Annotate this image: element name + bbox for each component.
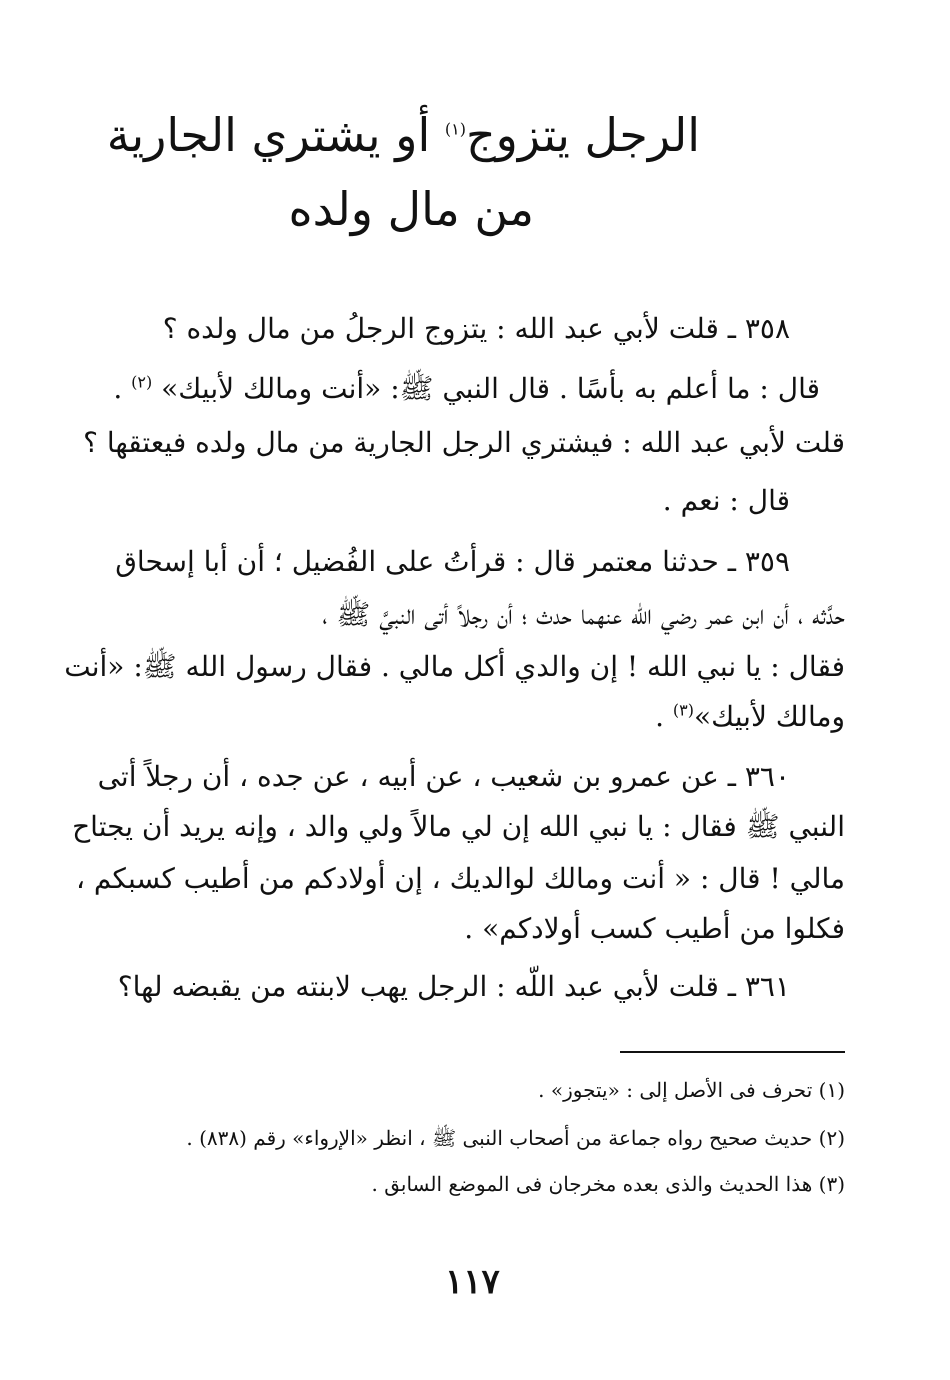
- hadith-358-line-1: ٣٥٨ ـ قلت لأبي عبد الله : يتزوج الرجلُ من مال ولده ؟: [162, 312, 790, 345]
- footnote-ref-2[interactable]: (٢): [131, 372, 153, 392]
- hadith-359-line-3: فقال : يا نبي الله ! إن والدي أكل مالي . فقال رسول الله ﷺ: «أنت: [64, 650, 845, 683]
- chapter-title-line-2: من مال ولده: [288, 182, 534, 236]
- hadith-359-line-4: ومالك لأبيك»$^{(٣)}$ .: [655, 700, 845, 733]
- hadith-359-line-2: حدَّثه ، أن ابن عمر رضي الله عنهما حدث ؛ أن رجلاً أتى النبيَّ ﷺ ،: [322, 598, 845, 631]
- footnote-3: (٣) هذا الحديث والذى بعده مخرجان فى الموضع السابق .: [371, 1172, 845, 1196]
- chapter-title-line-1: الرجل يتزوج$^{(١)}$ أو يشتري الجارية: [106, 108, 700, 162]
- hadith-360-line-4: فكلوا من أطيب كسب أولادكم» .: [464, 912, 845, 945]
- footnote-2: (٢) حديث صحيح رواه جماعة من أصحاب النبى ﷺ ، انظر «الإرواء» رقم (٨٣٨) .: [186, 1126, 845, 1150]
- hadith-358-line-2: قال : ما أعلم به بأسًا . قال النبي ﷺ: «أنت ومالك لأبيك» $^{(٢)}$ .: [113, 372, 820, 405]
- footnote-1: (١) تحرف فى الأصل إلى : «يتجوز» .: [538, 1078, 845, 1102]
- hadith-361-line-1: ٣٦١ ـ قلت لأبي عبد اللّه : الرجل يهب لابنته من يقبضه لها؟: [117, 970, 790, 1003]
- hadith-358-line-3: قلت لأبي عبد الله : فيشتري الرجل الجارية من مال ولده فيعتقها ؟: [83, 426, 845, 459]
- hadith-359-line-1: ٣٥٩ ـ حدثنا معتمر قال : قرأتُ على الفُضيل ؛ أن أبا إسحاق: [115, 545, 790, 578]
- hadith-360-line-1: ٣٦٠ ـ عن عمرو بن شعيب ، عن أبيه ، عن جده ، أن رجلاً أتى: [97, 760, 790, 793]
- footnote-separator: [620, 1051, 845, 1053]
- hadith-358-line-4: قال : نعم .: [662, 484, 790, 517]
- page-number: ١١٧: [445, 1262, 500, 1302]
- footnote-ref-1[interactable]: (١): [444, 119, 466, 139]
- hadith-360-line-2: النبي ﷺ فقال : يا نبي الله إن لي مالاً ولي والد ، وإنه يريد أن يجتاح: [72, 810, 845, 843]
- hadith-360-line-3: مالي ! قال : « أنت ومالك لوالديك ، إن أولادكم من أطيب كسبكم ،: [75, 862, 845, 895]
- footnote-ref-3[interactable]: (٣): [672, 700, 694, 720]
